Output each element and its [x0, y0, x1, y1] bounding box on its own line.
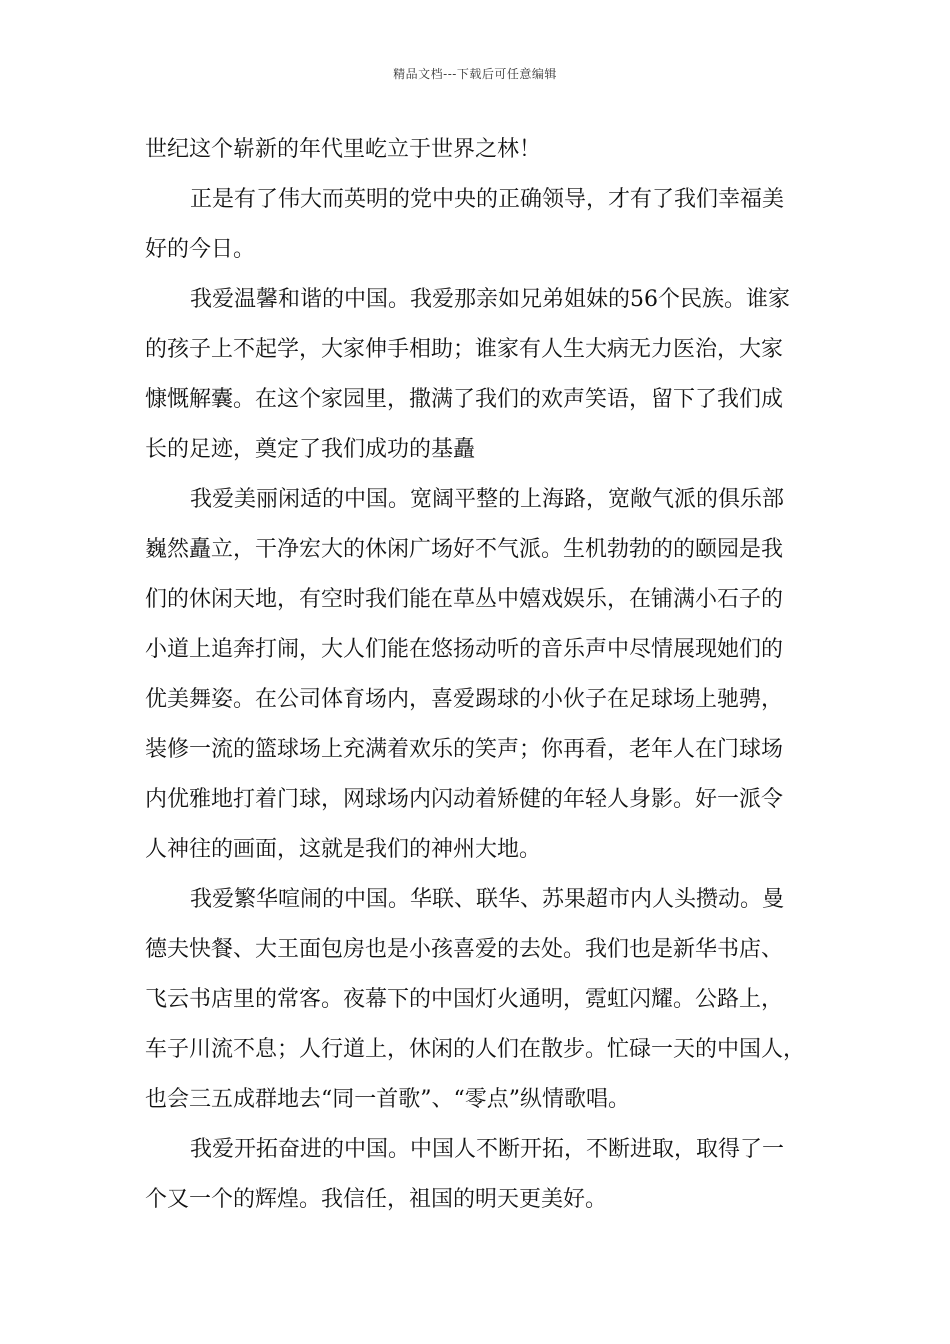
text-line: 装修一流的篮球场上充满着欢乐的笑声；你再看，老年人在门球场 — [145, 737, 784, 762]
text-line: 慷慨解囊。在这个家园里，撒满了我们的欢声笑语，留下了我们成 — [145, 387, 784, 412]
text-line: 我爱繁华喧闹的中国。华联、联华、苏果超市内人头攒动。曼 — [190, 887, 785, 912]
text-line: 内优雅地打着门球，网球场内闪动着矫健的年轻人身影。好一派令 — [145, 787, 784, 812]
text-line: 世纪这个崭新的年代里屹立于世界之林！ — [145, 137, 542, 162]
text-line: 车子川流不息；人行道上，休闲的人们在散步。忙碌一天的中国人， — [145, 1037, 806, 1062]
text-line: 我爱美丽闲适的中国。宽阔平整的上海路，宽敞气派的俱乐部 — [190, 487, 785, 512]
text-line: 我爱开拓奋进的中国。中国人不断开拓，不断进取，取得了一 — [190, 1137, 785, 1162]
page-header: 精品文档---下载后可任意编辑 — [393, 67, 557, 81]
text-line: 正是有了伟大而英明的党中央的正确领导，才有了我们幸福美 — [190, 187, 785, 212]
text-line: 个又一个的辉煌。我信任，祖国的明天更美好。 — [145, 1187, 608, 1212]
text-line: 长的足迹，奠定了我们成功的基矗 — [145, 437, 476, 462]
text-line: 巍然矗立，干净宏大的休闲广场好不气派。生机勃勃的的颐园是我 — [145, 537, 784, 562]
document-body — [145, 131, 810, 1231]
text-line: 们的休闲天地，有空时我们能在草丛中嬉戏娱乐，在铺满小石子的 — [145, 587, 784, 612]
text-line: 我爱温馨和谐的中国。我爱那亲如兄弟姐妹的56个民族。谁家 — [190, 287, 790, 312]
text-line: 飞云书店里的常客。夜幕下的中国灯火通明，霓虹闪耀。公路上， — [145, 987, 784, 1012]
text-line: 小道上追奔打闹，大人们能在悠扬动听的音乐声中尽情展现她们的 — [145, 637, 784, 662]
text-line: 优美舞姿。在公司体育场内，喜爱踢球的小伙子在足球场上驰骋， — [145, 687, 784, 712]
text-line: 的孩子上不起学，大家伸手相助；谁家有人生大病无力医治，大家 — [145, 337, 784, 362]
text-line: 好的今日。 — [145, 237, 256, 262]
text-line: 也会三五成群地去“同一首歌”、“零点”纵情歌唱。 — [145, 1087, 630, 1112]
text-line: 人神往的画面，这就是我们的神州大地。 — [145, 837, 542, 862]
text-line: 德夫快餐、大王面包房也是小孩喜爱的去处。我们也是新华书店、 — [145, 937, 784, 962]
